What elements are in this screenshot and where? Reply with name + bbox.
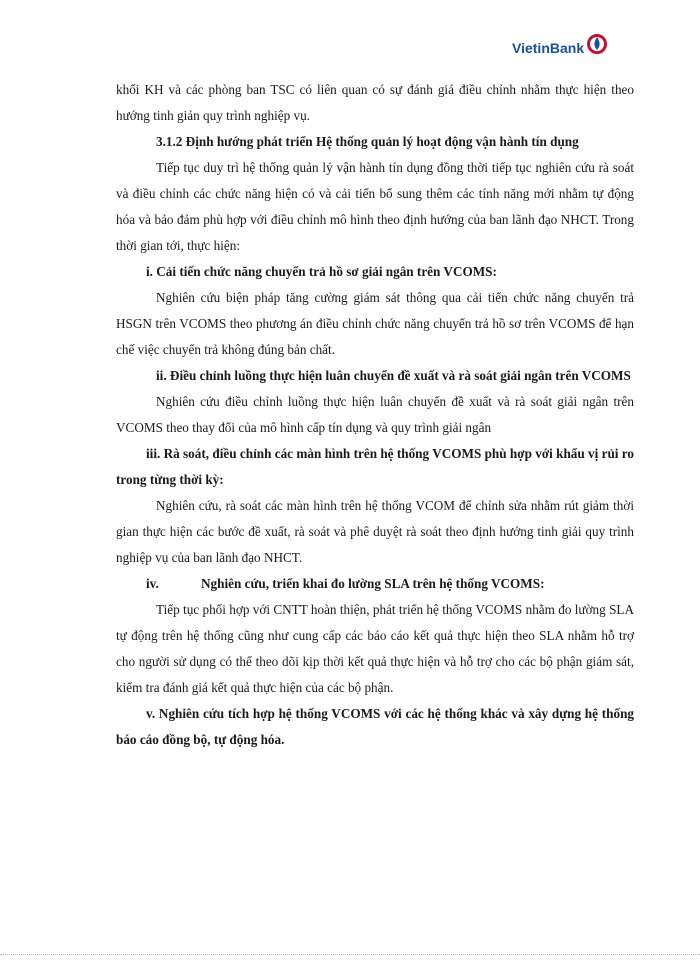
section-heading-3-1-2: 3.1.2 Định hướng phát triển Hệ thống quản lý hoạt động vận hành tín dụng xyxy=(156,134,579,149)
subheading-ii: ii. Điều chỉnh luồng thực hiện luân chuyển đề xuất và rà soát giải ngân trên VCOMS xyxy=(156,368,631,383)
subheading-i: i. Cải tiến chức năng chuyển trả hồ sơ giải ngân trên VCOMS: xyxy=(146,264,497,279)
logo-text: VietinBank xyxy=(512,40,585,56)
subheading-iii: iii. Rà soát, điều chỉnh các màn hình trên hệ thống VCOMS phù hợp với khẩu vị rủi ro trong từng thời kỳ: xyxy=(116,446,634,487)
vietinbank-logo xyxy=(512,40,608,56)
logo-emblem-icon xyxy=(586,33,608,55)
subheading-iv xyxy=(116,571,634,597)
document-body xyxy=(116,77,634,753)
paragraph-6: Tiếp tục phối hợp với CNTT hoàn thiện, phát triển hệ thống VCOMS nhằm đo lường SLA tự động trên hệ thống cũng như cung cấp các báo cáo kết quả thực hiện theo SLA nhằm hỗ trợ cho người sử dụng có thể theo dõi kịp thời kết quả thực hiện và hỗ trợ cho các bộ phận giám sát, kiểm tra đánh giá kết quả thực hiện của các bộ phận. xyxy=(116,602,634,695)
paragraph-1: khối KH và các phòng ban TSC có liên quan có sự đánh giá điều chỉnh nhằm thực hiện theo hướng tinh giản quy trình nghiệp vụ. xyxy=(116,82,634,123)
subheading-iv-number: iv. xyxy=(146,576,159,591)
paragraph-2: Tiếp tục duy trì hệ thống quản lý vận hành tín dụng đồng thời tiếp tục nghiên cứu rà soát và điều chỉnh các chức năng hiện có và cải tiến bổ sung thêm các tính năng mới nhằm tự động hóa và bảo đảm phù hợp với điều chỉnh mô hình theo định hướng của ban lãnh đạo NHCT. Trong thời gian tới, thực hiện: xyxy=(116,160,634,253)
paragraph-5: Nghiên cứu, rà soát các màn hình trên hệ thống VCOM để chỉnh sửa nhằm rút giảm thời gian thực hiện các bước đề xuất, rà soát và phê duyệt rà soát theo định hướng tinh giải quy trình nghiệp vụ của ban lãnh đạo NHCT. xyxy=(116,498,634,565)
paragraph-4: Nghiên cứu điều chỉnh luồng thực hiện luân chuyển đề xuất và rà soát giải ngân trên VCOMS theo thay đổi của mô hình cấp tín dụng và quy trình giải ngân xyxy=(116,394,634,435)
subheading-v: v. Nghiên cứu tích hợp hệ thống VCOMS với các hệ thống khác và xây dựng hệ thống báo cáo đồng bộ, tự động hóa. xyxy=(116,706,634,747)
subheading-iv-text: Nghiên cứu, triển khai đo lường SLA trên hệ thống VCOMS: xyxy=(201,576,545,591)
page-bottom-divider xyxy=(0,954,700,955)
paragraph-3: Nghiên cứu biện pháp tăng cường giám sát thông qua cải tiến chức năng chuyển trả HSGN trên VCOMS theo phương án điều chỉnh chức năng chuyển trả hồ sơ trên VCOMS để hạn chế việc chuyển trả không đúng bản chất. xyxy=(116,290,634,357)
